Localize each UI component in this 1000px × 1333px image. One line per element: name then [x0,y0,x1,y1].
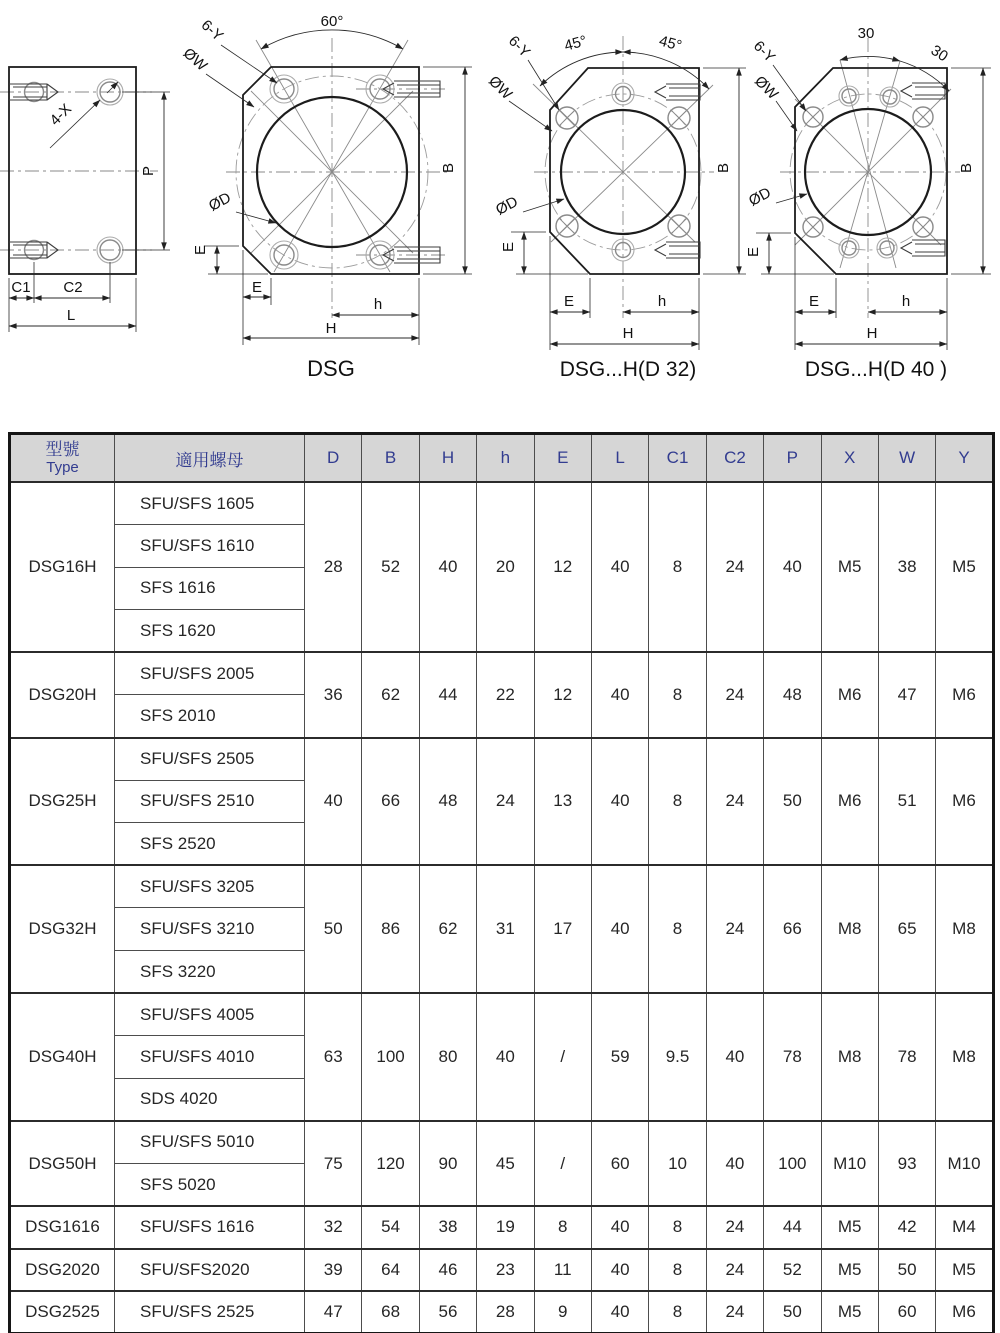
nut-cell: SFU/SFS 1605 [115,482,305,525]
drawing-side-view [0,67,170,332]
value-cell-B: 68 [362,1291,419,1333]
nut-cell: SFS 3220 [115,951,305,994]
dim-label-b: B [715,162,732,174]
dim-label-bolt-circle: ØW [751,72,782,103]
type-cell: DSG25H [10,738,115,866]
value-cell-W: 60 [878,1291,935,1333]
table-row [10,482,994,525]
value-cell-P: 50 [764,1291,821,1333]
col-header-type-en: Type [46,458,79,476]
value-cell-h: 31 [477,865,534,993]
dim-label-h: h [373,296,383,313]
value-cell-X: M5 [821,1291,878,1333]
value-cell-h: 19 [477,1206,534,1249]
nut-cell: SFU/SFS2020 [115,1249,305,1292]
value-cell-H: 62 [419,865,476,993]
value-cell-D: 75 [305,1121,362,1206]
drawing-title: DSG...H(D 32) [559,358,697,381]
value-cell-h: 23 [477,1249,534,1292]
value-cell-D: 63 [305,993,362,1121]
value-cell-H: 80 [419,993,476,1121]
dim-label-c1: C1 [11,279,31,296]
table-row [10,1206,994,1249]
col-header-W: W [878,434,935,483]
dim-label-e-left: E [192,244,209,256]
value-cell-C1: 8 [649,1249,706,1292]
value-cell-h: 22 [477,652,534,737]
dim-label-p: P [140,165,157,177]
nut-cell: SFU/SFS 3210 [115,908,305,951]
value-cell-W: 50 [878,1249,935,1292]
col-header-Y: Y [936,434,993,483]
value-cell-W: 93 [878,1121,935,1206]
table-row [10,1121,994,1164]
value-cell-h: 28 [477,1291,534,1333]
nut-cell: SFU/SFS 1610 [115,525,305,568]
value-cell-P: 78 [764,993,821,1121]
grease-fitting [655,242,700,258]
value-cell-B: 100 [362,993,419,1121]
value-cell-X: M8 [821,865,878,993]
type-cell: DSG2525 [10,1291,115,1333]
value-cell-X: M6 [821,738,878,866]
value-cell-C2: 24 [706,1206,763,1249]
value-cell-Y: M5 [936,482,993,652]
value-cell-C1: 8 [649,482,706,652]
dim-label-holes: 6-Y [197,16,227,45]
dim-label-bore: ØD [745,184,774,210]
value-cell-B: 64 [362,1249,419,1292]
value-cell-X: M5 [821,1206,878,1249]
table-row [10,1291,994,1333]
value-cell-C1: 8 [649,865,706,993]
nut-cell: SFU/SFS 5010 [115,1121,305,1164]
dim-label-bore: ØD [205,189,234,215]
dim-label-angle-left: 45° [562,32,589,55]
dimension-lines [756,57,991,350]
value-cell-D: 50 [305,865,362,993]
drawing-dsg-h40 [745,25,991,381]
col-header-h: h [477,434,534,483]
value-cell-H: 44 [419,652,476,737]
value-cell-Y: M6 [936,652,993,737]
value-cell-C2: 24 [706,738,763,866]
nut-cell: SFU/SFS 4010 [115,1036,305,1079]
table-row [10,865,994,908]
col-header-P: P [764,434,821,483]
dim-label-angle-right: 45° [657,32,684,55]
value-cell-D: 39 [305,1249,362,1292]
grease-fitting [655,84,700,100]
col-header-C2: C2 [706,434,763,483]
value-cell-Y: M8 [936,993,993,1121]
dim-label-e-bottom: E [563,293,575,310]
dim-label-bolt-circle: ØW [485,72,516,103]
nut-cell: SFS 1620 [115,610,305,653]
col-header-L: L [591,434,648,483]
drawing-title: DSG [307,356,355,381]
value-cell-P: 52 [764,1249,821,1292]
col-header-type [10,434,115,483]
value-cell-B: 62 [362,652,419,737]
value-cell-C2: 40 [706,993,763,1121]
spec-table-body [10,482,994,1333]
value-cell-Y: M8 [936,865,993,993]
value-cell-E: 17 [534,865,591,993]
dimension-lines [9,82,170,332]
grease-fitting [901,83,945,99]
value-cell-L: 40 [591,652,648,737]
value-cell-L: 40 [591,738,648,866]
value-cell-P: 100 [764,1121,821,1206]
value-cell-L: 40 [591,482,648,652]
value-cell-C2: 24 [706,865,763,993]
value-cell-P: 44 [764,1206,821,1249]
nut-cell: SFU/SFS 1616 [115,1206,305,1249]
value-cell-D: 28 [305,482,362,652]
dim-label-l: L [66,307,76,324]
value-cell-E: 13 [534,738,591,866]
value-cell-W: 65 [878,865,935,993]
value-cell-H: 46 [419,1249,476,1292]
value-cell-P: 40 [764,482,821,652]
table-row [10,738,994,781]
nut-cell: SFS 1616 [115,567,305,610]
col-header-H: H [419,434,476,483]
value-cell-X: M8 [821,993,878,1121]
value-cell-E: / [534,993,591,1121]
dim-label-bolt-circle: ØW [179,44,211,75]
header-row [10,434,994,483]
value-cell-W: 38 [878,482,935,652]
dimension-lines [509,52,746,350]
nut-cell: SFS 2520 [115,823,305,866]
col-header-X: X [821,434,878,483]
value-cell-D: 36 [305,652,362,737]
nut-cell: SFS 5020 [115,1164,305,1207]
spec-table [8,432,995,1333]
nut-cell: SFU/SFS 2005 [115,652,305,695]
value-cell-H: 40 [419,482,476,652]
table-row [10,993,994,1036]
dim-label-h-total: H [622,325,634,342]
drawing-title: DSG...H(D 40 ) [804,358,948,381]
dim-label-h-total: H [866,325,878,342]
value-cell-H: 48 [419,738,476,866]
value-cell-E: 12 [534,482,591,652]
dim-label-angle-left: 30 [857,25,875,42]
value-cell-W: 42 [878,1206,935,1249]
nut-cell: SFS 2010 [115,695,305,738]
value-cell-X: M10 [821,1121,878,1206]
value-cell-C2: 24 [706,652,763,737]
value-cell-E: 9 [534,1291,591,1333]
col-header-D: D [305,434,362,483]
nut-cell: SFU/SFS 4005 [115,993,305,1036]
drawing-dsg-h32 [485,32,746,381]
value-cell-C1: 8 [649,1291,706,1333]
value-cell-C1: 9.5 [649,993,706,1121]
type-cell: DSG40H [10,993,115,1121]
value-cell-h: 24 [477,738,534,866]
nut-cell: SFU/SFS 2525 [115,1291,305,1333]
value-cell-Y: M10 [936,1121,993,1206]
table-row [10,1249,994,1292]
dim-label-bore: ØD [492,193,521,219]
value-cell-W: 47 [878,652,935,737]
value-cell-L: 59 [591,993,648,1121]
dim-label-h: h [657,293,667,310]
col-header-E: E [534,434,591,483]
value-cell-P: 50 [764,738,821,866]
dim-label-e-left: E [500,241,517,253]
value-cell-Y: M4 [936,1206,993,1249]
value-cell-X: M5 [821,1249,878,1292]
type-cell: DSG20H [10,652,115,737]
dim-label-e-left: E [745,246,762,258]
type-cell: DSG50H [10,1121,115,1206]
dim-label-4x: 4-X [46,100,76,130]
type-cell: DSG32H [10,865,115,993]
drawing-dsg [180,13,472,381]
value-cell-C2: 24 [706,1291,763,1333]
technical-drawings [0,0,1000,432]
nut-cell: SFU/SFS 2510 [115,780,305,823]
value-cell-h: 45 [477,1121,534,1206]
value-cell-B: 66 [362,738,419,866]
dim-label-b: B [440,162,457,174]
nut-cell: SDS 4020 [115,1078,305,1121]
value-cell-C2: 24 [706,1249,763,1292]
value-cell-E: 12 [534,652,591,737]
dim-label-holes: 6-Y [504,32,534,62]
value-cell-C1: 10 [649,1121,706,1206]
dim-label-angle-right: 30 [927,41,951,66]
value-cell-E: / [534,1121,591,1206]
type-cell: DSG2020 [10,1249,115,1292]
value-cell-X: M6 [821,652,878,737]
value-cell-P: 48 [764,652,821,737]
value-cell-W: 51 [878,738,935,866]
value-cell-H: 56 [419,1291,476,1333]
value-cell-h: 20 [477,482,534,652]
value-cell-Y: M6 [936,1291,993,1333]
col-header-nut: 適用螺母 [115,434,305,483]
value-cell-L: 40 [591,865,648,993]
dim-label-angle: 60° [320,13,344,30]
value-cell-C2: 24 [706,482,763,652]
value-cell-X: M5 [821,482,878,652]
value-cell-C1: 8 [649,1206,706,1249]
value-cell-C2: 40 [706,1121,763,1206]
value-cell-C1: 8 [649,652,706,737]
value-cell-L: 40 [591,1291,648,1333]
value-cell-B: 86 [362,865,419,993]
value-cell-C1: 8 [649,738,706,866]
col-header-B: B [362,434,419,483]
value-cell-Y: M5 [936,1249,993,1292]
dim-label-e-bottom: E [251,279,263,296]
value-cell-L: 60 [591,1121,648,1206]
dimension-lines [204,30,472,345]
value-cell-D: 47 [305,1291,362,1333]
col-header-C1: C1 [649,434,706,483]
dim-label-e-bottom: E [808,293,820,310]
value-cell-Y: M6 [936,738,993,866]
value-cell-E: 11 [534,1249,591,1292]
value-cell-h: 40 [477,993,534,1121]
col-header-type-zh: 型號 [45,439,80,459]
value-cell-D: 40 [305,738,362,866]
value-cell-D: 32 [305,1206,362,1249]
value-cell-P: 66 [764,865,821,993]
value-cell-L: 40 [591,1206,648,1249]
value-cell-B: 54 [362,1206,419,1249]
dim-label-holes: 6-Y [749,37,779,67]
type-cell: DSG1616 [10,1206,115,1249]
value-cell-H: 38 [419,1206,476,1249]
nut-cell: SFU/SFS 2505 [115,738,305,781]
value-cell-E: 8 [534,1206,591,1249]
nut-cell: SFU/SFS 3205 [115,865,305,908]
type-cell: DSG16H [10,482,115,652]
value-cell-L: 40 [591,1249,648,1292]
dim-label-c2: C2 [63,279,83,296]
value-cell-W: 78 [878,993,935,1121]
dim-label-h-total: H [325,320,337,337]
value-cell-B: 52 [362,482,419,652]
table-row [10,652,994,695]
dim-label-b: B [958,162,975,174]
dim-label-h: h [901,293,911,310]
value-cell-B: 120 [362,1121,419,1206]
value-cell-H: 90 [419,1121,476,1206]
